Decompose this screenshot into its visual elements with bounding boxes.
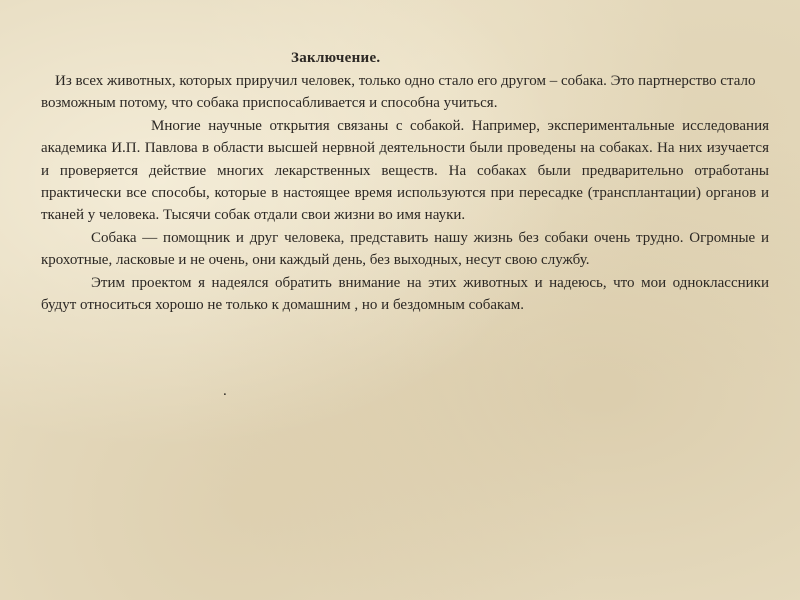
slide-body [41, 70, 769, 316]
paragraph-intro: Из всех животных, которых приручил человек, только одно стало его другом – собака. Это партнерство стало возможным потому, что собака приспосабливается и способна учиться. [41, 73, 756, 112]
slide-title: Заключение. [291, 50, 381, 66]
paragraph-helper: Собака — помощник и друг человека, представить нашу жизнь без собаки очень трудно. Огромные и крохотные, ласковые и не очень, они каждый день, без выходных, несут свою службу. [41, 229, 769, 269]
trailing-dot: . [223, 383, 227, 399]
paragraph-project: Этим проектом я надеялся обратить внимание на этих животных и надеюсь, что мои одноклассники будут относиться хорошо не только к домашним , но и бездомным собакам. [41, 274, 769, 314]
paragraph-science: Многие научные открытия связаны с собакой. Например, экспериментальные исследования академика И.П. Павлова в области высшей нервной деятельности были проведены на собаках. На них изучается и проверяется действие многих лекарственных веществ. На собаках были предварительно отработаны практически все способы, которые в настоящее время используются при пересадке (трансплантации) органов и тканей у человека. Тысячи собак отдали свои жизни во имя науки. [41, 117, 769, 224]
